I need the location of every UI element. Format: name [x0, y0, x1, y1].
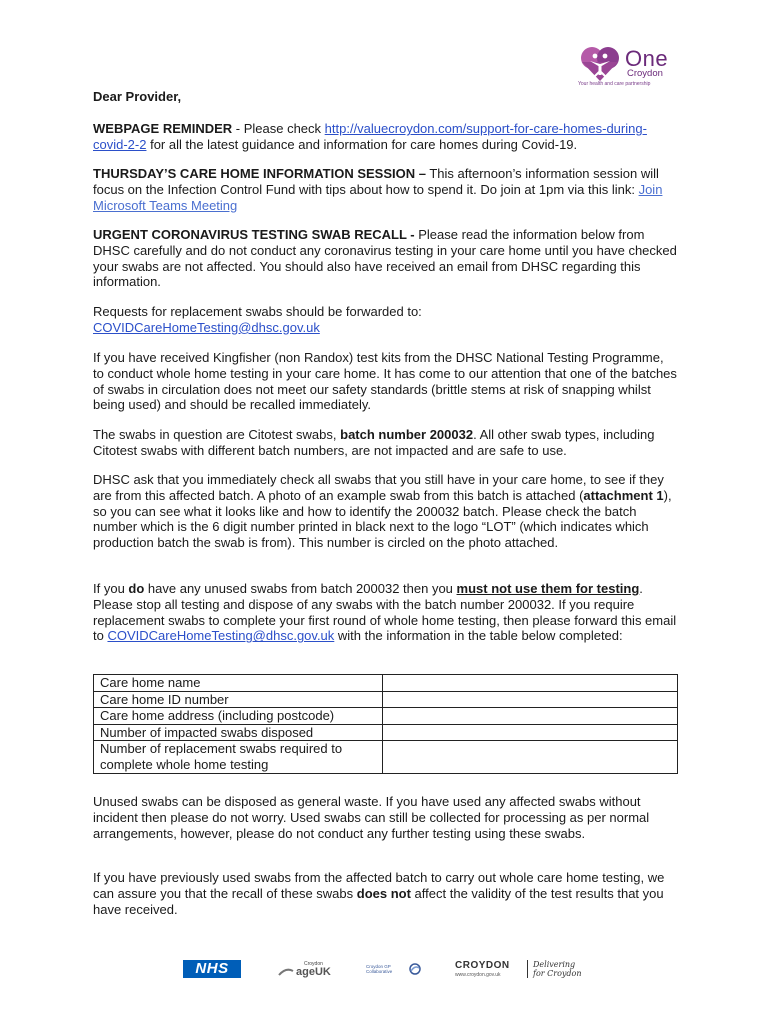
one-croydon-logo [578, 44, 688, 90]
table-cell-label: Care home ID number [94, 691, 383, 708]
webpage-reminder-heading: WEBPAGE REMINDER [93, 121, 233, 136]
logo-tagline: Your health and care partnership [578, 81, 651, 87]
table-cell-value[interactable] [383, 724, 678, 741]
session-heading: THURSDAY’S CARE HOME INFORMATION SESSION – [93, 166, 426, 181]
table-cell-value[interactable] [383, 708, 678, 725]
table-cell-label: Number of replacement swabs required to complete whole home testing [94, 741, 383, 773]
table-row [94, 741, 678, 773]
table-cell-label: Number of impacted swabs disposed [94, 724, 383, 741]
table-row [94, 691, 678, 708]
table-cell-label: Care home address (including postcode) [94, 708, 383, 725]
session-paragraph: THURSDAY’S CARE HOME INFORMATION SESSION – This afternoon’s information session will focus on the Infection Control Fund with tips about how to spend it. Do join at 1pm via this link: Join Microsoft Teams Meeting [93, 166, 663, 213]
nhs-logo: NHS [183, 960, 241, 978]
requests-paragraph: Requests for replacement swabs should be forwarded to: COVIDCareHomeTesting@dhsc.gov.uk [93, 304, 422, 335]
table-row [94, 724, 678, 741]
partner-logos [0, 960, 770, 980]
recall-heading: URGENT CORONAVIRUS TESTING SWAB RECALL - [93, 227, 415, 242]
table-cell-value[interactable] [383, 675, 678, 692]
table-cell-value[interactable] [383, 741, 678, 773]
gp-swirl-icon [408, 962, 422, 976]
logo-divider [527, 960, 528, 978]
dhsc-email-link-2[interactable]: COVIDCareHomeTesting@dhsc.gov.uk [107, 628, 335, 644]
croydon-council-logo: CROYDON www.croydon.gov.uk Delivering for Croydon [455, 960, 582, 978]
kingfisher-paragraph: If you have received Kingfisher (non Randox) test kits from the DHSC National Testing Programme, to conduct whole home testing in your care home. It has come to our attention that one of the batches of swabs in circulation does not meet our safety standards (brittle stems at risk of snapping whilst being used) and should be recalled immediately. [93, 350, 677, 413]
disposal-paragraph: Unused swabs can be disposed as general waste. If you have used any affected swabs without incident then please do not worry. Used swabs can still be collected for processing as per normal arrangements, however, please do not conduct any further testing using these swabs. [93, 794, 650, 841]
salutation: Dear Provider, [93, 89, 182, 104]
dhsc-ask-paragraph: DHSC ask that you immediately check all swabs that you still have in your care home, to see if they are from this affected batch. A photo of an example swab from this batch is attached (attachment 1), so you can see what it looks like and how to identify the 200032 batch. Please check the batch number which is the 6 digit number printed in black next to the logo “LOT” (which indicates which production batch the swab is from). This number is circled on the photo attached. [93, 472, 672, 551]
table-cell-value[interactable] [383, 691, 678, 708]
table-row [94, 675, 678, 692]
table-row [94, 708, 678, 725]
webpage-reminder-paragraph: WEBPAGE REMINDER - Please check http://valuecroydon.com/support-for-care-homes-during-covid-2-2 for all the latest guidance and information for care homes during Covid-19. [93, 121, 647, 152]
age-uk-logo: Croydon ageUK [278, 961, 334, 979]
teams-meeting-link[interactable]: Join Microsoft Teams Meeting [93, 181, 663, 213]
logo-one-text: One [625, 46, 669, 71]
logo-croydon-text: Croydon [627, 68, 663, 79]
replacement-request-table [93, 674, 678, 774]
table-cell-label: Care home name [94, 675, 383, 692]
unused-swabs-paragraph: If you do have any unused swabs from batch 200032 then you must not use them for testing. Please stop all testing and dispose of any swabs with the batch number 200032. If you require replacement swabs to complete your first round of whole home testing, then please forward this email to COVIDCareHomeTesting@dhsc.gov.uk with the information in the table below completed: [93, 581, 677, 644]
heart-figures-icon [578, 46, 622, 82]
citotest-paragraph: The swabs in question are Citotest swabs, batch number 200032. All other swab types, including Citotest swabs with different batch numbers, are not impacted and are safe to use. [93, 427, 655, 458]
recall-paragraph: URGENT CORONAVIRUS TESTING SWAB RECALL - Please read the information below from DHSC carefully and do not conduct any coronavirus testing in your care home until you have checked your swabs are not affected. You should also have received an email from DHSC regarding this information. [93, 227, 677, 290]
age-uk-swoosh-icon [278, 967, 294, 977]
gp-collaborative-logo: Croydon GP Collaborative [366, 962, 422, 978]
valuecroydon-link[interactable]: http://valuecroydon.com/support-for-care-homes-during-covid-2-2 [93, 121, 647, 152]
assurance-paragraph: If you have previously used swabs from the affected batch to carry out whole care home testing, we can assure you that the recall of these swabs does not affect the validity of the test results that you have received. [93, 870, 665, 917]
dhsc-email-link[interactable]: COVIDCareHomeTesting@dhsc.gov.uk [93, 319, 320, 335]
